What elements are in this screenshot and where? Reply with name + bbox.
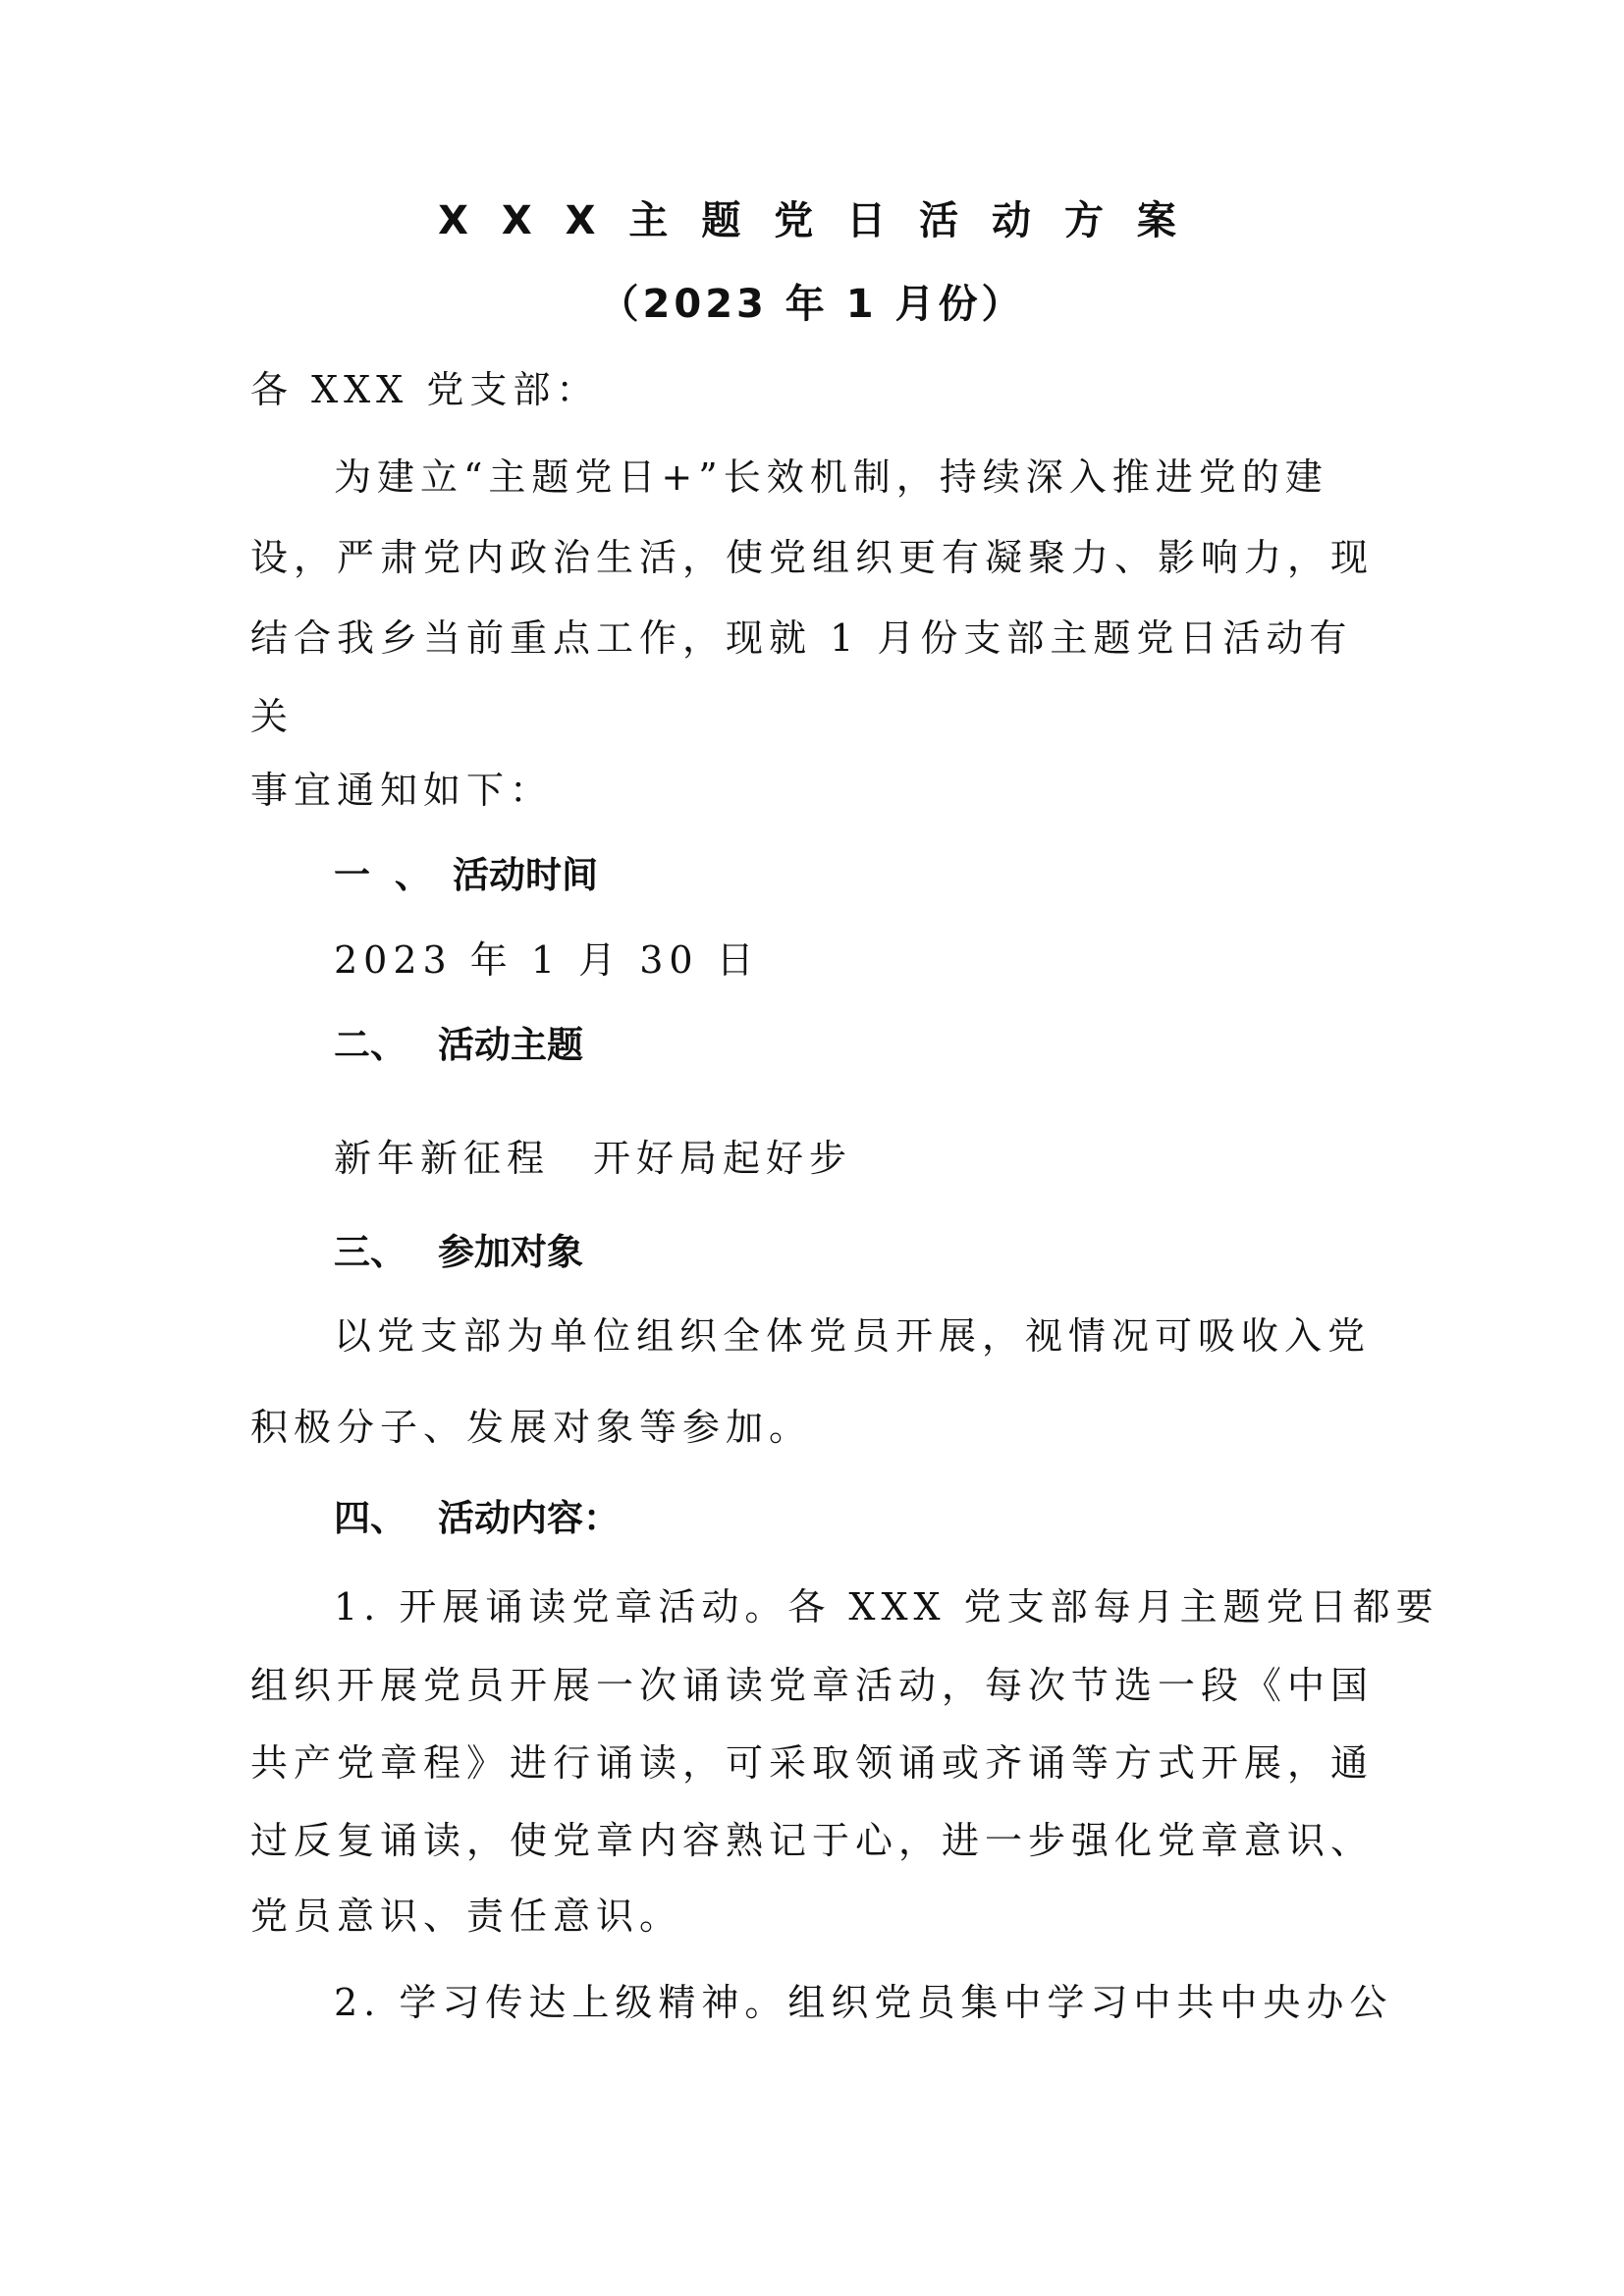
section-title: 活动内容： <box>438 1497 620 1539</box>
section-4-body-line-2: 组织开展党员开展一次诵读党章活动，每次节选一段《中国 <box>250 1664 1375 1707</box>
section-number: 四、 <box>334 1497 406 1539</box>
intro-line-3: 结合我乡当前重点工作，现就 1 月份支部主题党日活动有 <box>250 616 1353 660</box>
section-3-body-line-1: 以党支部为单位组织全体党员开展，视情况可吸收入党 <box>334 1314 1372 1358</box>
section-number: 三、 <box>334 1231 406 1273</box>
section-4-body-line-5: 党员意识、责任意识。 <box>250 1895 683 1938</box>
intro-line-1: 为建立“主题党日+”长效机制，持续深入推进党的建 <box>334 455 1328 499</box>
document-title: X X X 主 题 党 日 活 动 方 案 <box>438 198 1186 243</box>
section-4-body-line-1: 1. 开展诵读党章活动。各 XXX 党支部每月主题党日都要 <box>334 1585 1439 1629</box>
section-title: 参加对象 <box>438 1231 583 1273</box>
intro-line-4: 关 <box>250 695 295 738</box>
document-subtitle: （2023 年 1 月份） <box>599 282 1025 327</box>
section-4-body-line-4: 过反复诵读，使党章内容熟记于心，进一步强化党章意识、 <box>250 1819 1375 1862</box>
section-4-body-line-3: 共产党章程》进行诵读，可采取领诵或齐诵等方式开展，通 <box>250 1741 1375 1785</box>
section-number: 一 、 <box>334 854 437 896</box>
intro-line-2: 设，严肃党内政治生活，使党组织更有凝聚力、影响力，现 <box>250 536 1375 579</box>
section-1-body-line-1: 2023 年 1 月 30 日 <box>334 938 760 982</box>
section-4-body-line-6: 2. 学习传达上级精神。组织党员集中学习中共中央办公 <box>334 1981 1393 2024</box>
section-4-heading <box>334 1496 620 1541</box>
section-number: 二、 <box>334 1024 406 1066</box>
section-title: 活动时间 <box>453 854 598 896</box>
section-1-heading <box>334 853 598 898</box>
section-2-body-line-1: 新年新征程 开好局起好步 <box>334 1137 853 1180</box>
section-3-body-line-2: 积极分子、发展对象等参加。 <box>250 1406 813 1449</box>
salutation: 各 XXX 党支部： <box>250 368 600 411</box>
section-3-heading <box>334 1230 583 1275</box>
intro-line-5: 事宜通知如下： <box>250 769 554 812</box>
section-2-heading <box>334 1023 583 1068</box>
section-title: 活动主题 <box>438 1024 583 1066</box>
